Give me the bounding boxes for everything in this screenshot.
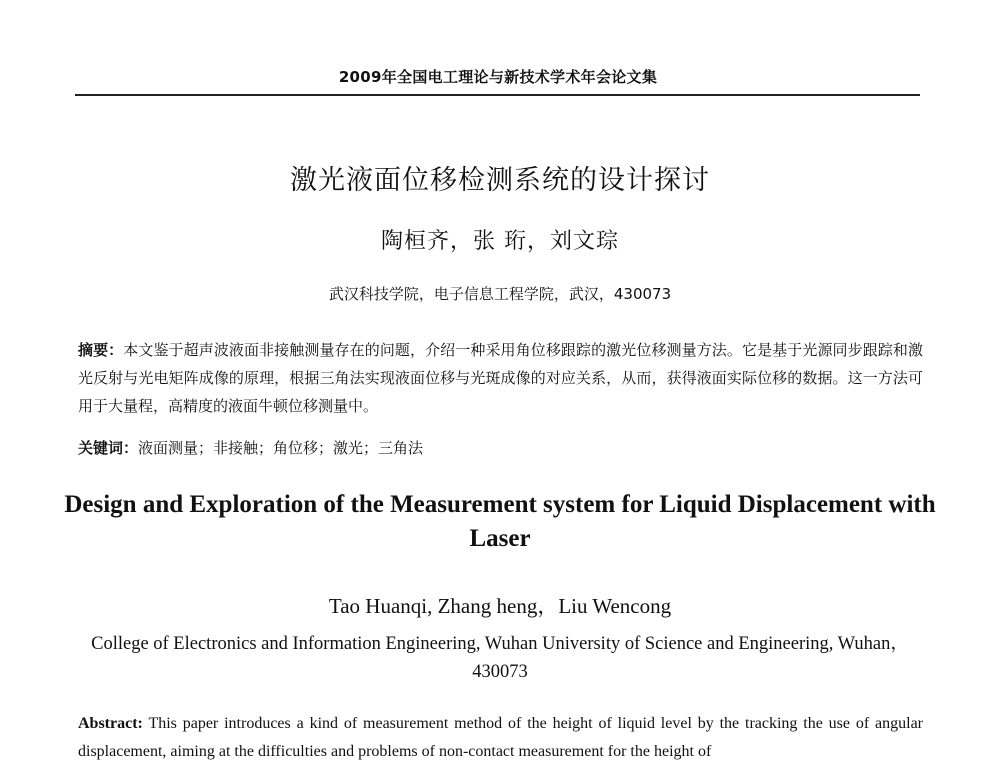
chinese-keywords-label: 关键词：: [78, 439, 139, 457]
english-authors: Tao Huanqi, Zhang heng，Liu Wencong: [328, 594, 672, 618]
english-abstract-label: Abstract:: [78, 715, 143, 732]
chinese-keywords: [78, 437, 923, 458]
chinese-keywords-text: 液面测量；非接触；角位移；激光；三角法: [138, 439, 424, 457]
english-affiliation: College of Electronics and Information Engineering, Wuhan University of Science and Engineering, Wuhan，430073: [91, 634, 909, 682]
chinese-authors: 陶桓齐，张 珩，刘文琮: [381, 229, 619, 254]
english-abstract: [78, 710, 923, 766]
chinese-abstract: [78, 336, 923, 420]
chinese-affiliation: 武汉科技学院，电子信息工程学院，武汉，430073: [328, 285, 672, 303]
running-header: 2009年全国电工理论与新技术学术年会论文集: [338, 68, 658, 86]
english-title: Design and Exploration of the Measurement system for Liquid Displacement with Laser: [64, 491, 936, 552]
chinese-title: 激光液面位移检测系统的设计探讨: [290, 165, 710, 196]
chinese-abstract-label: 摘要：: [78, 341, 124, 359]
english-abstract-text: This paper introduces a kind of measurement method of the height of liquid level by the tracking the use of angular displacement, aiming at the difficulties and problems of non-contact measurement for the height of: [78, 715, 923, 760]
chinese-abstract-text: 本文鉴于超声波液面非接触测量存在的问题，介绍一种采用角位移跟踪的激光位移测量方法。它是基于光源同步跟踪和激光反射与光电矩阵成像的原理，根据三角法实现液面位移与光斑成像的对应关系，从而，获得液面实际位移的数据。这一方法可用于大量程，高精度的液面牛顿位移测量中。: [78, 341, 923, 415]
header-rule: [75, 94, 920, 96]
